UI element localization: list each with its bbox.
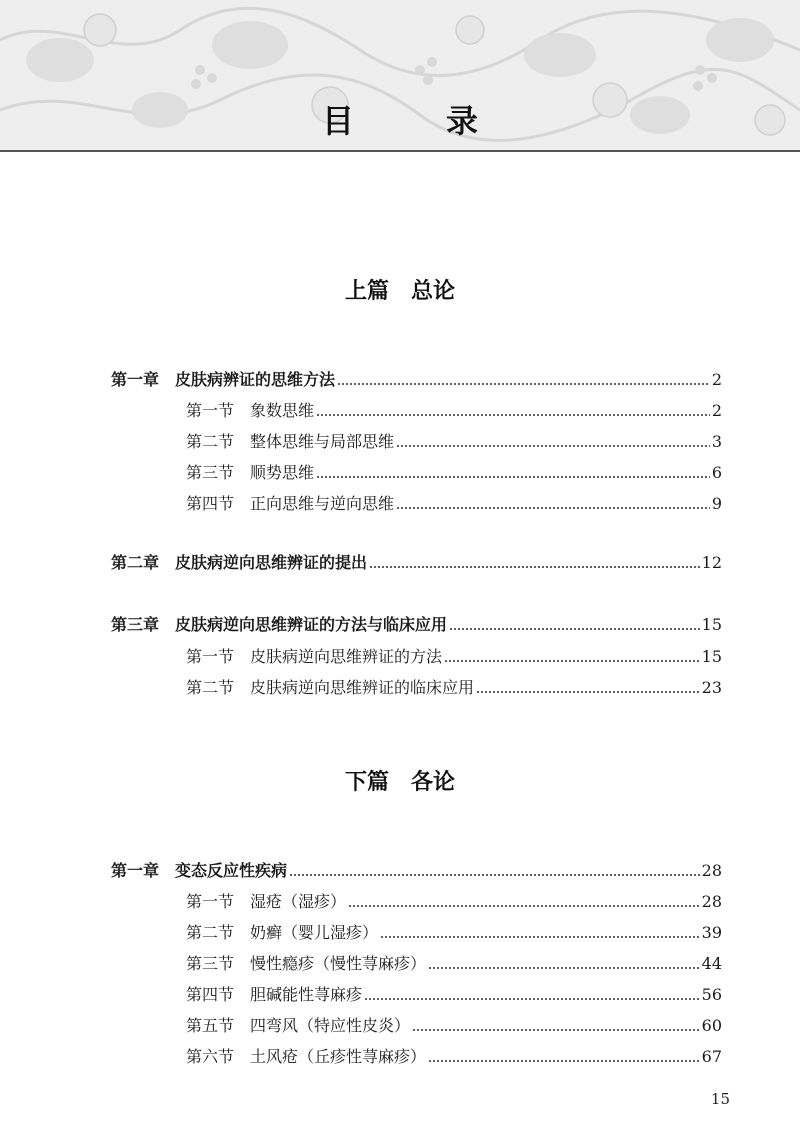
section-title: 整体思维与局部思维 — [250, 432, 395, 451]
section-number: 第一节 — [186, 401, 235, 420]
section-title: 奶癣（婴儿湿疹） — [250, 923, 379, 942]
floral-header-banner — [0, 0, 800, 150]
section-number: 第五节 — [186, 1016, 235, 1035]
section-title: 象数思维 — [250, 401, 315, 420]
page-number: 39 — [701, 923, 722, 942]
dot-leader — [369, 566, 700, 568]
toc-section-row[interactable] — [186, 886, 722, 912]
toc-chapter-row[interactable] — [111, 364, 722, 390]
toc-section-row[interactable] — [186, 395, 722, 421]
page-number: 44 — [701, 954, 722, 973]
chapter-number: 第一章 — [111, 370, 160, 389]
chapter-number: 第三章 — [111, 615, 160, 634]
section-title: 正向思维与逆向思维 — [250, 494, 395, 513]
page-number: 28 — [701, 861, 722, 880]
toc-chapter-row[interactable] — [111, 855, 722, 881]
section-number: 第三节 — [186, 463, 235, 482]
toc-section-row[interactable] — [186, 641, 722, 667]
toc-section-row[interactable] — [186, 979, 722, 1005]
toc-section-row[interactable] — [186, 948, 722, 974]
dot-leader — [316, 414, 710, 416]
part-title: 上篇 总论 — [344, 278, 455, 304]
section-number: 第二节 — [186, 923, 235, 942]
dot-leader — [396, 507, 710, 509]
toc-section-row[interactable] — [186, 488, 722, 514]
dot-leader — [337, 383, 710, 385]
chapter-title: 皮肤病逆向思维辨证的方法与临床应用 — [175, 615, 448, 634]
chapter-title: 变态反应性疾病 — [175, 861, 288, 880]
section-number: 第四节 — [186, 494, 235, 513]
page-number: 67 — [701, 1047, 722, 1066]
section-title: 胆碱能性荨麻疹 — [250, 985, 363, 1004]
page-number: 3 — [711, 432, 722, 451]
part-title: 下篇 各论 — [344, 769, 455, 795]
section-title: 顺势思维 — [250, 463, 315, 482]
page-number: 2 — [711, 370, 722, 389]
dot-leader — [380, 936, 700, 938]
chapter-number: 第一章 — [111, 861, 160, 880]
dot-leader — [316, 476, 710, 478]
chapter-title: 皮肤病逆向思维辨证的提出 — [175, 553, 368, 572]
page-number: 2 — [711, 401, 722, 420]
toc-section-row[interactable] — [186, 457, 722, 483]
page-number: 15 — [701, 615, 722, 634]
page-number: 6 — [711, 463, 722, 482]
toc-section-row[interactable] — [186, 426, 722, 452]
section-number: 第二节 — [186, 678, 235, 697]
page-number: 12 — [701, 553, 722, 572]
page-number: 60 — [701, 1016, 722, 1035]
dot-leader — [364, 998, 700, 1000]
section-number: 第一节 — [186, 892, 235, 911]
toc-chapter-row[interactable] — [111, 609, 722, 635]
page-number: 15 — [701, 647, 722, 666]
dot-leader — [449, 628, 700, 630]
dot-leader — [428, 967, 700, 969]
section-number: 第一节 — [186, 647, 235, 666]
chapter-number: 第二章 — [111, 553, 160, 572]
section-title: 四弯风（特应性皮炎） — [250, 1016, 411, 1035]
section-title: 土风疮（丘疹性荨麻疹） — [250, 1047, 427, 1066]
toc-section-row[interactable] — [186, 917, 722, 943]
page-number: 28 — [701, 892, 722, 911]
dot-leader — [396, 445, 710, 447]
page-title: 目 录 — [321, 102, 508, 140]
toc-section-row[interactable] — [186, 672, 722, 698]
dot-leader — [348, 905, 700, 907]
dot-leader — [444, 660, 700, 662]
dot-leader — [428, 1060, 700, 1062]
chapter-title: 皮肤病辨证的思维方法 — [175, 370, 336, 389]
section-number: 第六节 — [186, 1047, 235, 1066]
page-number: 56 — [701, 985, 722, 1004]
dot-leader — [476, 691, 700, 693]
section-number: 第四节 — [186, 985, 235, 1004]
section-title: 慢性瘾疹（慢性荨麻疹） — [250, 954, 427, 973]
dot-leader — [412, 1029, 700, 1031]
page-footer-number: 15 — [710, 1090, 730, 1108]
section-title: 皮肤病逆向思维辨证的方法 — [250, 647, 443, 666]
toc-chapter-row[interactable] — [111, 547, 722, 573]
toc-section-row[interactable] — [186, 1041, 722, 1067]
dot-leader — [289, 874, 700, 876]
page-number: 9 — [711, 494, 722, 513]
section-number: 第二节 — [186, 432, 235, 451]
page-number: 23 — [701, 678, 722, 697]
toc-section-row[interactable] — [186, 1010, 722, 1036]
section-title: 皮肤病逆向思维辨证的临床应用 — [250, 678, 475, 697]
section-title: 湿疮（湿疹） — [250, 892, 347, 911]
header-divider — [0, 150, 800, 152]
section-number: 第三节 — [186, 954, 235, 973]
